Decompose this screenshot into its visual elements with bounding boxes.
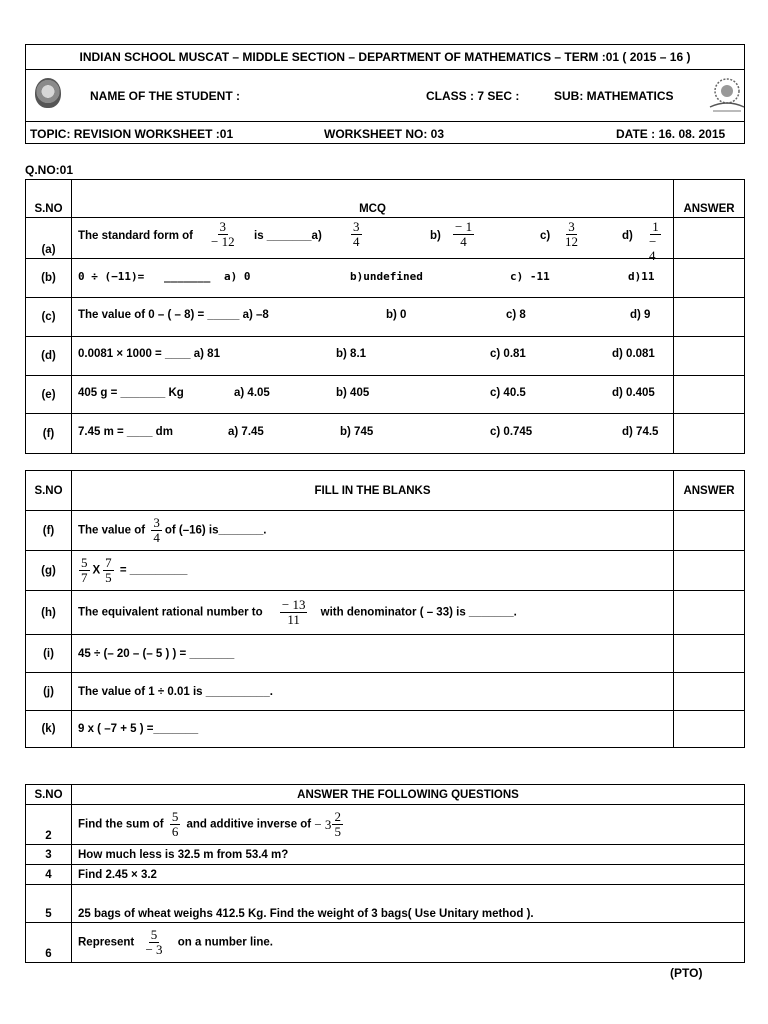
question-row-2	[26, 805, 745, 845]
row-label: 4	[26, 865, 72, 885]
col-sno: S.NO	[26, 785, 72, 805]
fill-row-i	[26, 635, 745, 673]
question-tail: with denominator ( – 33) is _______.	[320, 606, 517, 619]
option-b: b) 0	[386, 309, 407, 321]
fraction: $\frac{3}{4}$	[153, 515, 160, 545]
col-questions: ANSWER THE FOLLOWING QUESTIONS	[72, 785, 745, 805]
answer-cell[interactable]	[674, 591, 745, 635]
option-b: b) 745	[340, 425, 374, 438]
school-title: INDIAN SCHOOL MUSCAT – MIDDLE SECTION – DEPARTMENT OF MATHEMATICS – TERM :01 ( 2015 – 16 )	[26, 45, 744, 70]
option-b: b) 8.1	[336, 348, 367, 360]
question-text: 0.0081 × 1000 = ____ a) 81	[78, 348, 220, 360]
fill-question: The value of 1 ÷ 0.01 is __________.	[72, 673, 674, 711]
question-text	[72, 923, 745, 963]
question-text: How much less is 32.5 m from 53.4 m?	[72, 845, 745, 865]
row-label: 2	[26, 805, 72, 845]
mcq-row-c	[26, 298, 745, 337]
mcq-question	[72, 259, 674, 298]
fill-blanks-table	[25, 470, 745, 748]
question-blank: is _______a)	[254, 230, 322, 242]
option-d: d) 74.5	[622, 425, 659, 438]
student-name-label: NAME OF THE STUDENT :	[90, 89, 240, 103]
row-label: (f)	[26, 511, 72, 551]
header-box	[25, 44, 745, 144]
mcq-row-d	[26, 337, 745, 376]
option-b-fraction: $\frac{- 1}{4}$	[455, 219, 473, 249]
question-text: 405 g = _______ Kg	[78, 386, 184, 399]
row-label: (c)	[26, 298, 72, 337]
page-footer-pto: (PTO)	[670, 966, 703, 980]
fraction-2: $\frac{7}{5}$	[105, 555, 112, 585]
option-c: c) 8	[506, 309, 526, 321]
mcq-question	[72, 376, 674, 414]
mcq-question	[72, 218, 674, 263]
question-mid: and additive inverse of	[186, 818, 312, 831]
fraction-1: $\frac{5}{7}$	[81, 555, 88, 585]
fraction: $\frac{5}{- 3}$	[145, 927, 163, 957]
option-d: d)11	[628, 270, 655, 283]
times-sign: X	[92, 564, 101, 577]
answer-cell[interactable]	[674, 414, 745, 454]
row-label: (a)	[26, 218, 72, 259]
answer-cell[interactable]	[674, 337, 745, 376]
row-label: (f)	[26, 414, 72, 454]
question-row-6	[26, 923, 745, 963]
question-blank: _______	[164, 270, 211, 283]
fill-question: 9 x ( –7 + 5 ) =_______	[72, 711, 674, 748]
option-d-label: d)	[622, 230, 633, 242]
row-label: (k)	[26, 711, 72, 748]
fraction: $\frac{5}{6}$	[171, 809, 179, 839]
question-tail: = _________	[119, 564, 188, 577]
option-b-label: b)	[430, 230, 441, 242]
row-label: (j)	[26, 673, 72, 711]
question-lead: The equivalent rational number to	[78, 606, 263, 619]
row-label: (g)	[26, 551, 72, 591]
emblem-icon	[704, 73, 750, 115]
questions-table	[25, 784, 745, 963]
option-c: c) -11	[510, 270, 550, 283]
fill-header-row	[26, 471, 745, 511]
subject-label: SUB: MATHEMATICS	[554, 89, 674, 103]
question-lead: Represent	[78, 936, 135, 949]
option-d: d) 0.405	[612, 386, 655, 399]
fill-question: 45 ÷ (– 20 – (– 5 ) ) = _______	[72, 635, 674, 673]
col-answer: ANSWER	[674, 180, 745, 218]
fraction: $\frac{- 13}{11}$	[281, 597, 306, 627]
question-tail: on a number line.	[177, 936, 273, 949]
option-c-label: c)	[540, 230, 551, 242]
question-text: The value of 0 – ( – 8) = _____ a) –8	[78, 309, 269, 321]
row-label: 3	[26, 845, 72, 865]
mcq-question	[72, 337, 674, 376]
row-label: (b)	[26, 259, 72, 298]
answer-cell[interactable]	[674, 511, 745, 551]
question-text: 7.45 m = ____ dm	[78, 425, 173, 438]
question-text: 0 ÷ (−11)=	[78, 270, 145, 283]
option-a: a) 4.05	[234, 386, 270, 399]
question-row-5	[26, 885, 745, 923]
question-row-4	[26, 865, 745, 885]
fill-question	[72, 551, 674, 591]
fill-question	[72, 511, 674, 551]
worksheet-no: WORKSHEET NO: 03	[324, 127, 445, 141]
answer-cell[interactable]	[674, 551, 745, 591]
mcq-row-f	[26, 414, 745, 454]
topic-row	[26, 121, 744, 146]
col-answer: ANSWER	[674, 471, 745, 511]
fraction: $\frac{3}{- 12}$	[211, 219, 235, 249]
question-number: Q.NO:01	[25, 163, 74, 177]
fill-row-g	[26, 551, 745, 591]
topic-label: TOPIC: REVISION WORKSHEET :01	[30, 127, 234, 141]
row-label: (i)	[26, 635, 72, 673]
question-text	[72, 805, 745, 845]
option-d-fraction: $\frac{1}{- 4}$	[649, 219, 659, 263]
worksheet-date: DATE : 16. 08. 2015	[616, 127, 726, 141]
fill-question	[72, 591, 674, 635]
fill-row-j	[26, 673, 745, 711]
col-fill: FILL IN THE BLANKS	[72, 471, 674, 511]
col-mcq: MCQ	[72, 180, 674, 218]
option-a: a) 0	[224, 270, 251, 283]
mcq-header-row	[26, 180, 745, 218]
question-text: Find 2.45 × 3.2	[72, 865, 745, 885]
row-label: 6	[26, 923, 72, 963]
questions-header-row	[26, 785, 745, 805]
option-c: c) 0.745	[490, 425, 533, 438]
answer-cell[interactable]	[674, 259, 745, 298]
option-c: c) 40.5	[490, 386, 526, 399]
row-label: (h)	[26, 591, 72, 635]
answer-cell[interactable]	[674, 635, 745, 673]
mixed-number: − 3 $\frac{2}{5}$	[314, 809, 341, 839]
class-label: CLASS : 7 SEC :	[426, 89, 520, 103]
school-crest-icon	[35, 78, 61, 108]
mcq-row-a	[26, 218, 745, 259]
option-c: c) 0.81	[490, 348, 526, 360]
answer-cell[interactable]	[674, 711, 745, 748]
option-b: b) 405	[336, 386, 370, 399]
row-label: (e)	[26, 376, 72, 414]
question-lead: The standard form of	[78, 230, 194, 242]
mcq-table	[25, 179, 745, 454]
option-a-fraction: $\frac{3}{4}$	[353, 219, 360, 249]
col-sno: S.NO	[26, 471, 72, 511]
fill-row-f	[26, 511, 745, 551]
question-lead: The value of	[78, 524, 146, 537]
row-label: 5	[26, 885, 72, 923]
mcq-row-b	[26, 259, 745, 298]
option-a: a) 7.45	[228, 425, 264, 438]
fill-row-h	[26, 591, 745, 635]
mcq-row-e	[26, 376, 745, 414]
row-label: (d)	[26, 337, 72, 376]
answer-cell[interactable]	[674, 218, 745, 259]
col-sno: S.NO	[26, 180, 72, 218]
fill-row-k	[26, 711, 745, 748]
mcq-question	[72, 298, 674, 337]
question-tail: of (–16) is_______.	[164, 524, 267, 537]
mcq-question	[72, 414, 674, 454]
question-row-3	[26, 845, 745, 865]
option-b: b)undefined	[350, 270, 423, 283]
question-text: 25 bags of wheat weighs 412.5 Kg. Find the weight of 3 bags( Use Unitary method ).	[72, 885, 745, 923]
answer-cell[interactable]	[674, 298, 745, 337]
option-c-fraction: $\frac{3}{12}$	[565, 219, 578, 249]
question-lead: Find the sum of	[78, 818, 164, 831]
option-d: d) 9	[630, 309, 651, 321]
option-d: d) 0.081	[612, 348, 655, 360]
answer-cell[interactable]	[674, 376, 745, 414]
answer-cell[interactable]	[674, 673, 745, 711]
